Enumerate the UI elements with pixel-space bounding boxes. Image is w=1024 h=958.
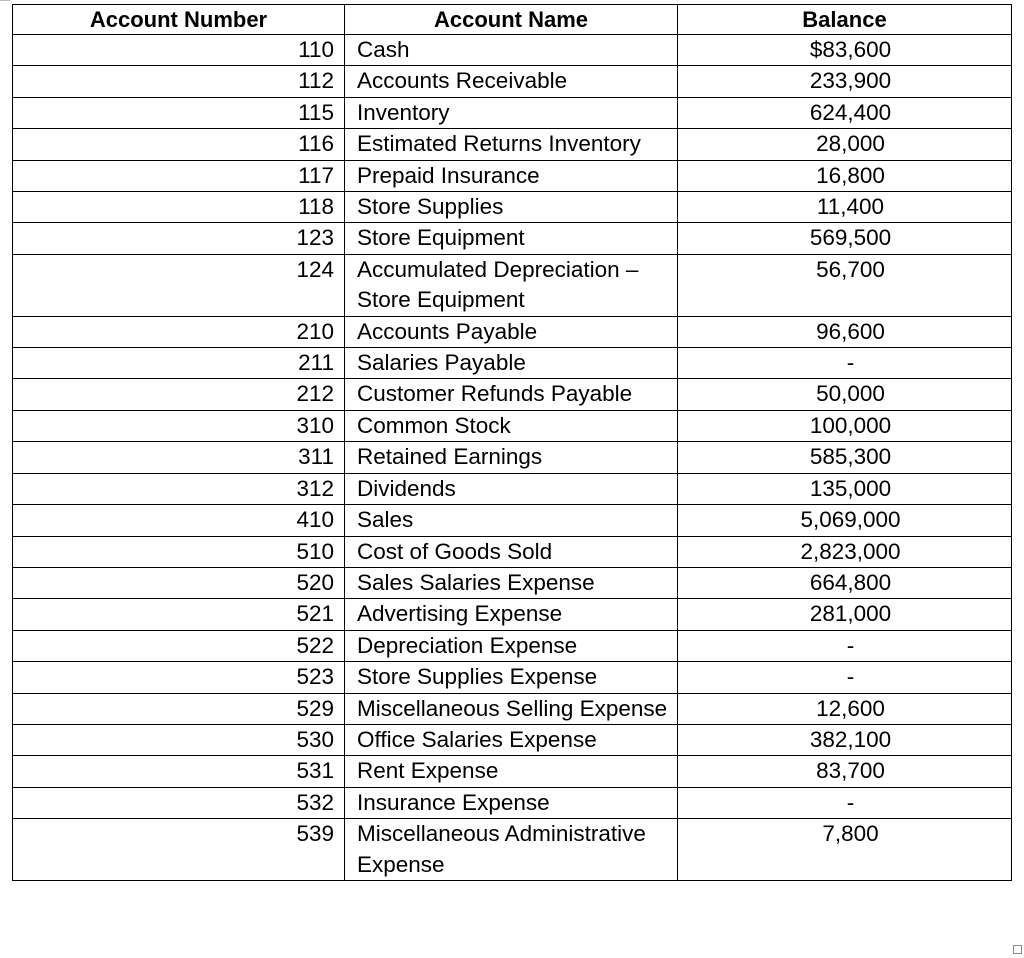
table-row: [13, 536, 1012, 567]
table-row: [13, 567, 1012, 598]
account-name: Sales: [345, 505, 678, 536]
table-row: [13, 223, 1012, 254]
account-name-header: Account Name: [345, 5, 678, 35]
table-row: [13, 316, 1012, 347]
account-name: Common Stock: [345, 410, 678, 441]
account-balance: -: [678, 348, 1012, 379]
account-name: Rent Expense: [345, 756, 678, 787]
account-name: Advertising Expense: [345, 599, 678, 630]
account-balance: 11,400: [678, 192, 1012, 223]
account-number: 124: [13, 254, 345, 316]
account-number: 118: [13, 192, 345, 223]
account-number: 539: [13, 819, 345, 881]
account-name: Cash: [345, 35, 678, 66]
table-header-row: [13, 5, 1012, 35]
account-balance: 83,700: [678, 756, 1012, 787]
table-row: [13, 662, 1012, 693]
account-number: 520: [13, 567, 345, 598]
account-balance: 56,700: [678, 254, 1012, 316]
account-name: Insurance Expense: [345, 787, 678, 818]
account-name: Estimated Returns Inventory: [345, 129, 678, 160]
account-number: 112: [13, 66, 345, 97]
account-name: Store Supplies: [345, 192, 678, 223]
account-balance: 2,823,000: [678, 536, 1012, 567]
account-number: 531: [13, 756, 345, 787]
account-name: Sales Salaries Expense: [345, 567, 678, 598]
account-balance: -: [678, 787, 1012, 818]
account-balance: 50,000: [678, 379, 1012, 410]
table-row: [13, 599, 1012, 630]
account-name: Cost of Goods Sold: [345, 536, 678, 567]
table-row: [13, 787, 1012, 818]
account-balance: 135,000: [678, 473, 1012, 504]
account-number: 522: [13, 630, 345, 661]
account-name: Accumulated Depreciation – Store Equipment: [345, 254, 678, 316]
account-number: 530: [13, 724, 345, 755]
account-number: 211: [13, 348, 345, 379]
account-balance: 624,400: [678, 97, 1012, 128]
account-number: 117: [13, 160, 345, 191]
table-row: [13, 379, 1012, 410]
table-row: [13, 630, 1012, 661]
account-number: 521: [13, 599, 345, 630]
account-balance: 12,600: [678, 693, 1012, 724]
table-row: [13, 693, 1012, 724]
resize-handle[interactable]: [1013, 945, 1022, 954]
account-name: Customer Refunds Payable: [345, 379, 678, 410]
account-name: Store Supplies Expense: [345, 662, 678, 693]
account-name: Retained Earnings: [345, 442, 678, 473]
table-row: [13, 724, 1012, 755]
account-name: Dividends: [345, 473, 678, 504]
account-number: 210: [13, 316, 345, 347]
account-number: 523: [13, 662, 345, 693]
account-number: 510: [13, 536, 345, 567]
corner-mark: [0, 0, 10, 1]
account-number-header: Account Number: [13, 5, 345, 35]
table-row: [13, 348, 1012, 379]
account-balance: 5,069,000: [678, 505, 1012, 536]
table-row: [13, 410, 1012, 441]
account-number: 115: [13, 97, 345, 128]
account-number: 310: [13, 410, 345, 441]
account-balance: 96,600: [678, 316, 1012, 347]
account-number: 529: [13, 693, 345, 724]
account-number: 312: [13, 473, 345, 504]
account-name: Inventory: [345, 97, 678, 128]
account-name: Miscellaneous Selling Expense: [345, 693, 678, 724]
account-number: 532: [13, 787, 345, 818]
account-balance: 100,000: [678, 410, 1012, 441]
account-name: Store Equipment: [345, 223, 678, 254]
table-row: [13, 505, 1012, 536]
table-row: [13, 35, 1012, 66]
table-row: [13, 97, 1012, 128]
accounts-table: [12, 4, 1012, 881]
account-name: Office Salaries Expense: [345, 724, 678, 755]
table-row: [13, 254, 1012, 316]
account-name: Accounts Payable: [345, 316, 678, 347]
account-number: 311: [13, 442, 345, 473]
account-number: 212: [13, 379, 345, 410]
account-balance: 16,800: [678, 160, 1012, 191]
account-balance: 585,300: [678, 442, 1012, 473]
account-balance: 382,100: [678, 724, 1012, 755]
account-balance: 7,800: [678, 819, 1012, 881]
account-balance: 233,900: [678, 66, 1012, 97]
account-balance: $83,600: [678, 35, 1012, 66]
balance-header: Balance: [678, 5, 1012, 35]
table-row: [13, 129, 1012, 160]
account-name: Accounts Receivable: [345, 66, 678, 97]
table-row: [13, 160, 1012, 191]
account-number: 123: [13, 223, 345, 254]
table-row: [13, 819, 1012, 881]
table-row: [13, 442, 1012, 473]
account-number: 410: [13, 505, 345, 536]
account-number: 116: [13, 129, 345, 160]
account-balance: 569,500: [678, 223, 1012, 254]
table-row: [13, 192, 1012, 223]
table-row: [13, 756, 1012, 787]
account-name: Salaries Payable: [345, 348, 678, 379]
account-name: Depreciation Expense: [345, 630, 678, 661]
account-number: 110: [13, 35, 345, 66]
table-row: [13, 473, 1012, 504]
account-balance: 281,000: [678, 599, 1012, 630]
table-row: [13, 66, 1012, 97]
account-balance: -: [678, 662, 1012, 693]
account-name: Prepaid Insurance: [345, 160, 678, 191]
account-name: Miscellaneous Administrative Expense: [345, 819, 678, 881]
account-balance: -: [678, 630, 1012, 661]
account-balance: 28,000: [678, 129, 1012, 160]
account-balance: 664,800: [678, 567, 1012, 598]
